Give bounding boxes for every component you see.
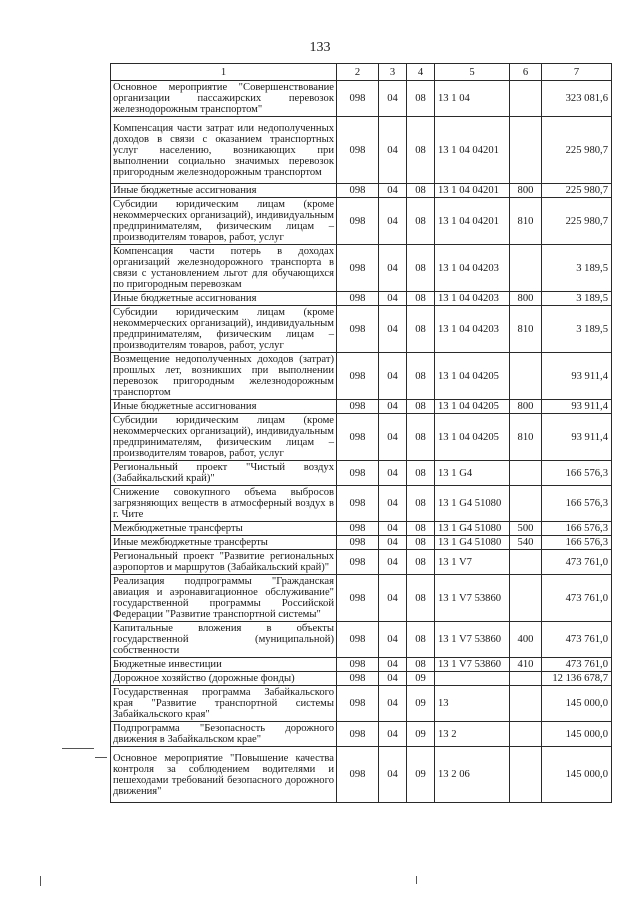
row-amount: 473 761,0 — [542, 575, 612, 622]
row-subsection-code: 08 — [407, 353, 435, 400]
table-row — [111, 306, 612, 353]
row-target-article: 13 1 04 04205 — [435, 353, 510, 400]
row-expense-type: 400 — [510, 622, 542, 658]
row-section-code: 04 — [379, 486, 407, 522]
row-amount: 145 000,0 — [542, 686, 612, 722]
page-number: 133 — [309, 40, 331, 55]
row-section-code: 04 — [379, 184, 407, 198]
row-target-article: 13 1 G4 51080 — [435, 522, 510, 536]
row-amount: 93 911,4 — [542, 414, 612, 461]
row-grbs-code: 098 — [337, 722, 379, 747]
row-grbs-code: 098 — [337, 486, 379, 522]
row-section-code: 04 — [379, 622, 407, 658]
row-subsection-code: 08 — [407, 461, 435, 486]
table-row — [111, 245, 612, 292]
row-name: Дорожное хозяйство (дорожные фонды) — [111, 672, 337, 686]
row-grbs-code: 098 — [337, 622, 379, 658]
row-grbs-code: 098 — [337, 672, 379, 686]
row-amount: 3 189,5 — [542, 306, 612, 353]
row-amount: 166 576,3 — [542, 536, 612, 550]
row-name: Основное мероприятие "Повышение качества контроля за соблюдением водителями и пешеходами требований безопасного дорожного движения" — [111, 747, 337, 803]
row-target-article: 13 1 04 04205 — [435, 400, 510, 414]
row-section-code: 04 — [379, 747, 407, 803]
row-amount: 225 980,7 — [542, 184, 612, 198]
row-name: Региональный проект "Развитие региональных аэропортов и маршрутов (Забайкальский край)" — [111, 550, 337, 575]
header-cell: 4 — [407, 64, 435, 81]
header-cell: 2 — [337, 64, 379, 81]
row-expense-type — [510, 747, 542, 803]
row-grbs-code: 098 — [337, 353, 379, 400]
row-subsection-code: 08 — [407, 658, 435, 672]
row-name: Компенсация части затрат или недополученных доходов в связи с оказанием транспортных услуг населению, возникающих при выполнении социально значимых перевозок пригородным железнодорожным транспортом — [111, 117, 337, 184]
row-grbs-code: 098 — [337, 198, 379, 245]
scan-mark — [95, 757, 107, 758]
row-subsection-code: 08 — [407, 117, 435, 184]
table-row — [111, 292, 612, 306]
scan-mark — [40, 876, 41, 886]
row-name: Капитальные вложения в объекты государственной (муниципальной) собственности — [111, 622, 337, 658]
row-section-code: 04 — [379, 522, 407, 536]
row-name: Снижение совокупного объема выбросов загрязняющих веществ в атмосферный воздух в г. Чите — [111, 486, 337, 522]
table-row — [111, 486, 612, 522]
row-expense-type: 810 — [510, 414, 542, 461]
row-subsection-code: 08 — [407, 198, 435, 245]
row-target-article: 13 1 04 — [435, 81, 510, 117]
table-row — [111, 550, 612, 575]
row-target-article: 13 1 G4 51080 — [435, 536, 510, 550]
row-grbs-code: 098 — [337, 536, 379, 550]
table-row — [111, 81, 612, 117]
row-section-code: 04 — [379, 117, 407, 184]
table-row — [111, 522, 612, 536]
header-cell: 3 — [379, 64, 407, 81]
row-expense-type — [510, 575, 542, 622]
row-subsection-code: 08 — [407, 522, 435, 536]
row-amount: 473 761,0 — [542, 622, 612, 658]
row-section-code: 04 — [379, 198, 407, 245]
row-expense-type — [510, 353, 542, 400]
table-row — [111, 536, 612, 550]
table-row — [111, 658, 612, 672]
row-grbs-code: 098 — [337, 400, 379, 414]
row-subsection-code: 08 — [407, 414, 435, 461]
row-expense-type: 800 — [510, 292, 542, 306]
row-name: Субсидии юридическим лицам (кроме некоммерческих организаций), индивидуальным предпринимателям, физическим лицам – производителям товаров, работ, услуг — [111, 414, 337, 461]
header-cell: 7 — [542, 64, 612, 81]
row-expense-type: 500 — [510, 522, 542, 536]
table-row — [111, 353, 612, 400]
row-section-code: 04 — [379, 292, 407, 306]
row-section-code: 04 — [379, 245, 407, 292]
table-header-row — [111, 64, 612, 81]
row-name: Межбюджетные трансферты — [111, 522, 337, 536]
row-subsection-code: 08 — [407, 81, 435, 117]
table-row — [111, 184, 612, 198]
row-amount: 166 576,3 — [542, 486, 612, 522]
row-amount: 166 576,3 — [542, 461, 612, 486]
row-grbs-code: 098 — [337, 306, 379, 353]
row-target-article — [435, 672, 510, 686]
row-expense-type — [510, 461, 542, 486]
row-section-code: 04 — [379, 575, 407, 622]
row-expense-type — [510, 245, 542, 292]
row-name: Иные межбюджетные трансферты — [111, 536, 337, 550]
table-row — [111, 575, 612, 622]
row-target-article: 13 1 04 04201 — [435, 198, 510, 245]
table-row — [111, 461, 612, 486]
row-target-article: 13 1 04 04205 — [435, 414, 510, 461]
header-cell: 6 — [510, 64, 542, 81]
row-target-article: 13 1 04 04203 — [435, 292, 510, 306]
row-subsection-code: 08 — [407, 622, 435, 658]
row-amount: 3 189,5 — [542, 292, 612, 306]
row-target-article: 13 1 G4 — [435, 461, 510, 486]
row-target-article: 13 1 04 04201 — [435, 184, 510, 198]
row-grbs-code: 098 — [337, 658, 379, 672]
row-expense-type — [510, 117, 542, 184]
row-target-article: 13 1 04 04203 — [435, 245, 510, 292]
row-amount: 3 189,5 — [542, 245, 612, 292]
row-amount: 166 576,3 — [542, 522, 612, 536]
scan-mark — [62, 748, 94, 749]
row-subsection-code: 08 — [407, 306, 435, 353]
header-cell: 5 — [435, 64, 510, 81]
row-amount: 323 081,6 — [542, 81, 612, 117]
row-expense-type — [510, 550, 542, 575]
row-target-article: 13 1 04 04203 — [435, 306, 510, 353]
header-cell: 1 — [111, 64, 337, 81]
row-target-article: 13 — [435, 686, 510, 722]
row-section-code: 04 — [379, 550, 407, 575]
row-target-article: 13 1 V7 53860 — [435, 575, 510, 622]
row-subsection-code: 09 — [407, 747, 435, 803]
row-name: Возмещение недополученных доходов (затрат) прошлых лет, возникших при выполнении перевозок пригородным железнодорожным транспортом — [111, 353, 337, 400]
row-name: Иные бюджетные ассигнования — [111, 400, 337, 414]
row-subsection-code: 08 — [407, 184, 435, 198]
row-grbs-code: 098 — [337, 81, 379, 117]
row-amount: 93 911,4 — [542, 353, 612, 400]
row-expense-type: 810 — [510, 198, 542, 245]
row-section-code: 04 — [379, 658, 407, 672]
row-amount: 473 761,0 — [542, 658, 612, 672]
table-row — [111, 400, 612, 414]
row-subsection-code: 09 — [407, 722, 435, 747]
row-target-article: 13 2 — [435, 722, 510, 747]
row-amount: 12 136 678,7 — [542, 672, 612, 686]
row-grbs-code: 098 — [337, 461, 379, 486]
row-name: Региональный проект "Чистый воздух (Забайкальский край)" — [111, 461, 337, 486]
row-name: Государственная программа Забайкальского края "Развитие транспортной системы Забайкальского края" — [111, 686, 337, 722]
row-name: Иные бюджетные ассигнования — [111, 292, 337, 306]
row-expense-type: 800 — [510, 184, 542, 198]
row-expense-type — [510, 722, 542, 747]
row-grbs-code: 098 — [337, 575, 379, 622]
row-section-code: 04 — [379, 536, 407, 550]
row-expense-type: 800 — [510, 400, 542, 414]
row-expense-type: 410 — [510, 658, 542, 672]
row-subsection-code: 08 — [407, 292, 435, 306]
row-grbs-code: 098 — [337, 522, 379, 536]
row-amount: 225 980,7 — [542, 198, 612, 245]
row-grbs-code: 098 — [337, 245, 379, 292]
row-amount: 473 761,0 — [542, 550, 612, 575]
row-expense-type — [510, 486, 542, 522]
row-grbs-code: 098 — [337, 550, 379, 575]
table-row — [111, 622, 612, 658]
row-target-article: 13 1 V7 53860 — [435, 622, 510, 658]
row-subsection-code: 09 — [407, 686, 435, 722]
row-grbs-code: 098 — [337, 747, 379, 803]
row-section-code: 04 — [379, 81, 407, 117]
budget-table — [110, 63, 612, 803]
row-section-code: 04 — [379, 400, 407, 414]
row-section-code: 04 — [379, 353, 407, 400]
row-name: Субсидии юридическим лицам (кроме некоммерческих организаций), индивидуальным предпринимателям, физическим лицам – производителям товаров, работ, услуг — [111, 198, 337, 245]
row-grbs-code: 098 — [337, 184, 379, 198]
table-row — [111, 117, 612, 184]
row-target-article: 13 2 06 — [435, 747, 510, 803]
row-subsection-code: 08 — [407, 245, 435, 292]
row-amount: 93 911,4 — [542, 400, 612, 414]
row-name: Субсидии юридическим лицам (кроме некоммерческих организаций), индивидуальным предпринимателям, физическим лицам – производителям товаров, работ, услуг — [111, 306, 337, 353]
row-section-code: 04 — [379, 414, 407, 461]
row-target-article: 13 1 V7 — [435, 550, 510, 575]
row-expense-type: 810 — [510, 306, 542, 353]
row-name: Компенсация части потерь в доходах организаций железнодорожного транспорта в связи с установлением льгот для обучающихся по пригородным перевозкам — [111, 245, 337, 292]
table-row — [111, 414, 612, 461]
row-expense-type: 540 — [510, 536, 542, 550]
row-expense-type — [510, 686, 542, 722]
row-grbs-code: 098 — [337, 292, 379, 306]
row-section-code: 04 — [379, 461, 407, 486]
row-subsection-code: 08 — [407, 536, 435, 550]
table-row — [111, 722, 612, 747]
row-section-code: 04 — [379, 686, 407, 722]
row-amount: 145 000,0 — [542, 722, 612, 747]
row-subsection-code: 09 — [407, 672, 435, 686]
row-subsection-code: 08 — [407, 486, 435, 522]
table-row — [111, 686, 612, 722]
table-row — [111, 672, 612, 686]
row-name: Основное мероприятие "Совершенствование организации пассажирских перевозок железнодорожным транспортом" — [111, 81, 337, 117]
row-section-code: 04 — [379, 722, 407, 747]
row-name: Иные бюджетные ассигнования — [111, 184, 337, 198]
row-section-code: 04 — [379, 306, 407, 353]
row-subsection-code: 08 — [407, 550, 435, 575]
row-amount: 225 980,7 — [542, 117, 612, 184]
row-target-article: 13 1 V7 53860 — [435, 658, 510, 672]
row-amount: 145 000,0 — [542, 747, 612, 803]
row-subsection-code: 08 — [407, 400, 435, 414]
row-name: Бюджетные инвестиции — [111, 658, 337, 672]
row-grbs-code: 098 — [337, 414, 379, 461]
row-grbs-code: 098 — [337, 117, 379, 184]
table-row — [111, 198, 612, 245]
row-name: Подпрограмма "Безопасность дорожного движения в Забайкальском крае" — [111, 722, 337, 747]
row-target-article: 13 1 G4 51080 — [435, 486, 510, 522]
table-row — [111, 747, 612, 803]
row-expense-type — [510, 81, 542, 117]
row-name: Реализация подпрограммы "Гражданская авиация и аэронавигационное обслуживание" государственной программы Российской Федерации "Развитие транспортной системы" — [111, 575, 337, 622]
row-target-article: 13 1 04 04201 — [435, 117, 510, 184]
row-grbs-code: 098 — [337, 686, 379, 722]
row-subsection-code: 08 — [407, 575, 435, 622]
row-section-code: 04 — [379, 672, 407, 686]
row-expense-type — [510, 672, 542, 686]
scan-mark — [416, 876, 417, 884]
